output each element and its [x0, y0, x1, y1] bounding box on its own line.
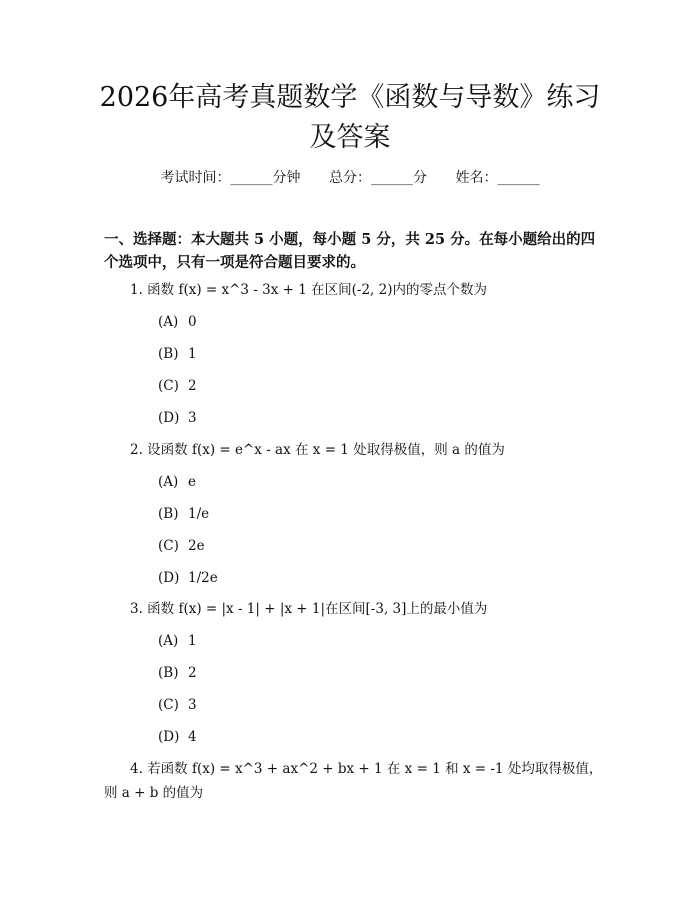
option-letter: (B) — [158, 665, 179, 681]
option-letter: (A) — [158, 314, 179, 330]
answer-option — [158, 472, 196, 492]
question-stem: 3. 函数 f(x) = |x - 1| + |x + 1|在区间[-3, 3]上的最小值为 — [130, 601, 488, 617]
student-name-label: 姓名：______ — [455, 170, 540, 186]
option-text: 4 — [188, 729, 197, 745]
total-score-label: 总分：______分 — [329, 170, 427, 186]
option-text: 3 — [188, 697, 197, 713]
option-letter: (B) — [158, 346, 179, 362]
answer-option — [158, 536, 205, 556]
option-letter: (C) — [158, 378, 179, 394]
answer-option — [158, 663, 197, 683]
option-letter: (A) — [158, 474, 179, 490]
option-letter: (B) — [158, 506, 179, 522]
answer-option — [158, 568, 218, 588]
answer-option — [158, 695, 197, 715]
answer-option — [158, 727, 197, 747]
exam-info-line — [0, 168, 700, 188]
answer-option — [158, 504, 209, 524]
answer-option — [158, 376, 197, 396]
option-letter: (D) — [158, 410, 180, 426]
question-stem: 4. 若函数 f(x) = x^3 + ax^2 + bx + 1 在 x = 1 和 x = -1 处均取得极值，则 a + b 的值为 — [104, 761, 603, 801]
option-letter: (A) — [158, 633, 179, 649]
answer-option — [158, 312, 197, 332]
option-text: 1/2e — [188, 570, 218, 586]
option-text: 1 — [188, 633, 197, 649]
option-text: 3 — [188, 410, 197, 426]
document-title: 2026年高考真题数学《函数与导数》练习及答案 — [99, 82, 601, 153]
option-letter: (C) — [158, 697, 179, 713]
option-text: 2 — [188, 665, 197, 681]
option-text: e — [188, 474, 196, 490]
question-stem: 1. 函数 f(x) = x^3 - 3x + 1 在区间(-2, 2)内的零点个数为 — [130, 282, 487, 298]
question-stem: 2. 设函数 f(x) = e^x - ax 在 x = 1 处取得极值，则 a 的值为 — [130, 442, 505, 458]
option-text: 2 — [188, 378, 197, 394]
answer-option — [158, 344, 197, 364]
exam-time-label: 考试时间：______分钟 — [160, 170, 301, 186]
option-letter: (D) — [158, 570, 180, 586]
answer-option — [158, 631, 197, 651]
option-text: 1/e — [188, 506, 210, 522]
option-letter: (D) — [158, 729, 180, 745]
option-letter: (C) — [158, 538, 179, 554]
answer-option — [158, 408, 197, 428]
section-header: 一、选择题：本大题共 5 小题，每小题 5 分，共 25 分。在每小题给出的四个选项中，只有一项是符合题目要求的。 — [104, 231, 596, 271]
option-text: 2e — [188, 538, 205, 554]
option-text: 0 — [188, 314, 197, 330]
option-text: 1 — [188, 346, 197, 362]
